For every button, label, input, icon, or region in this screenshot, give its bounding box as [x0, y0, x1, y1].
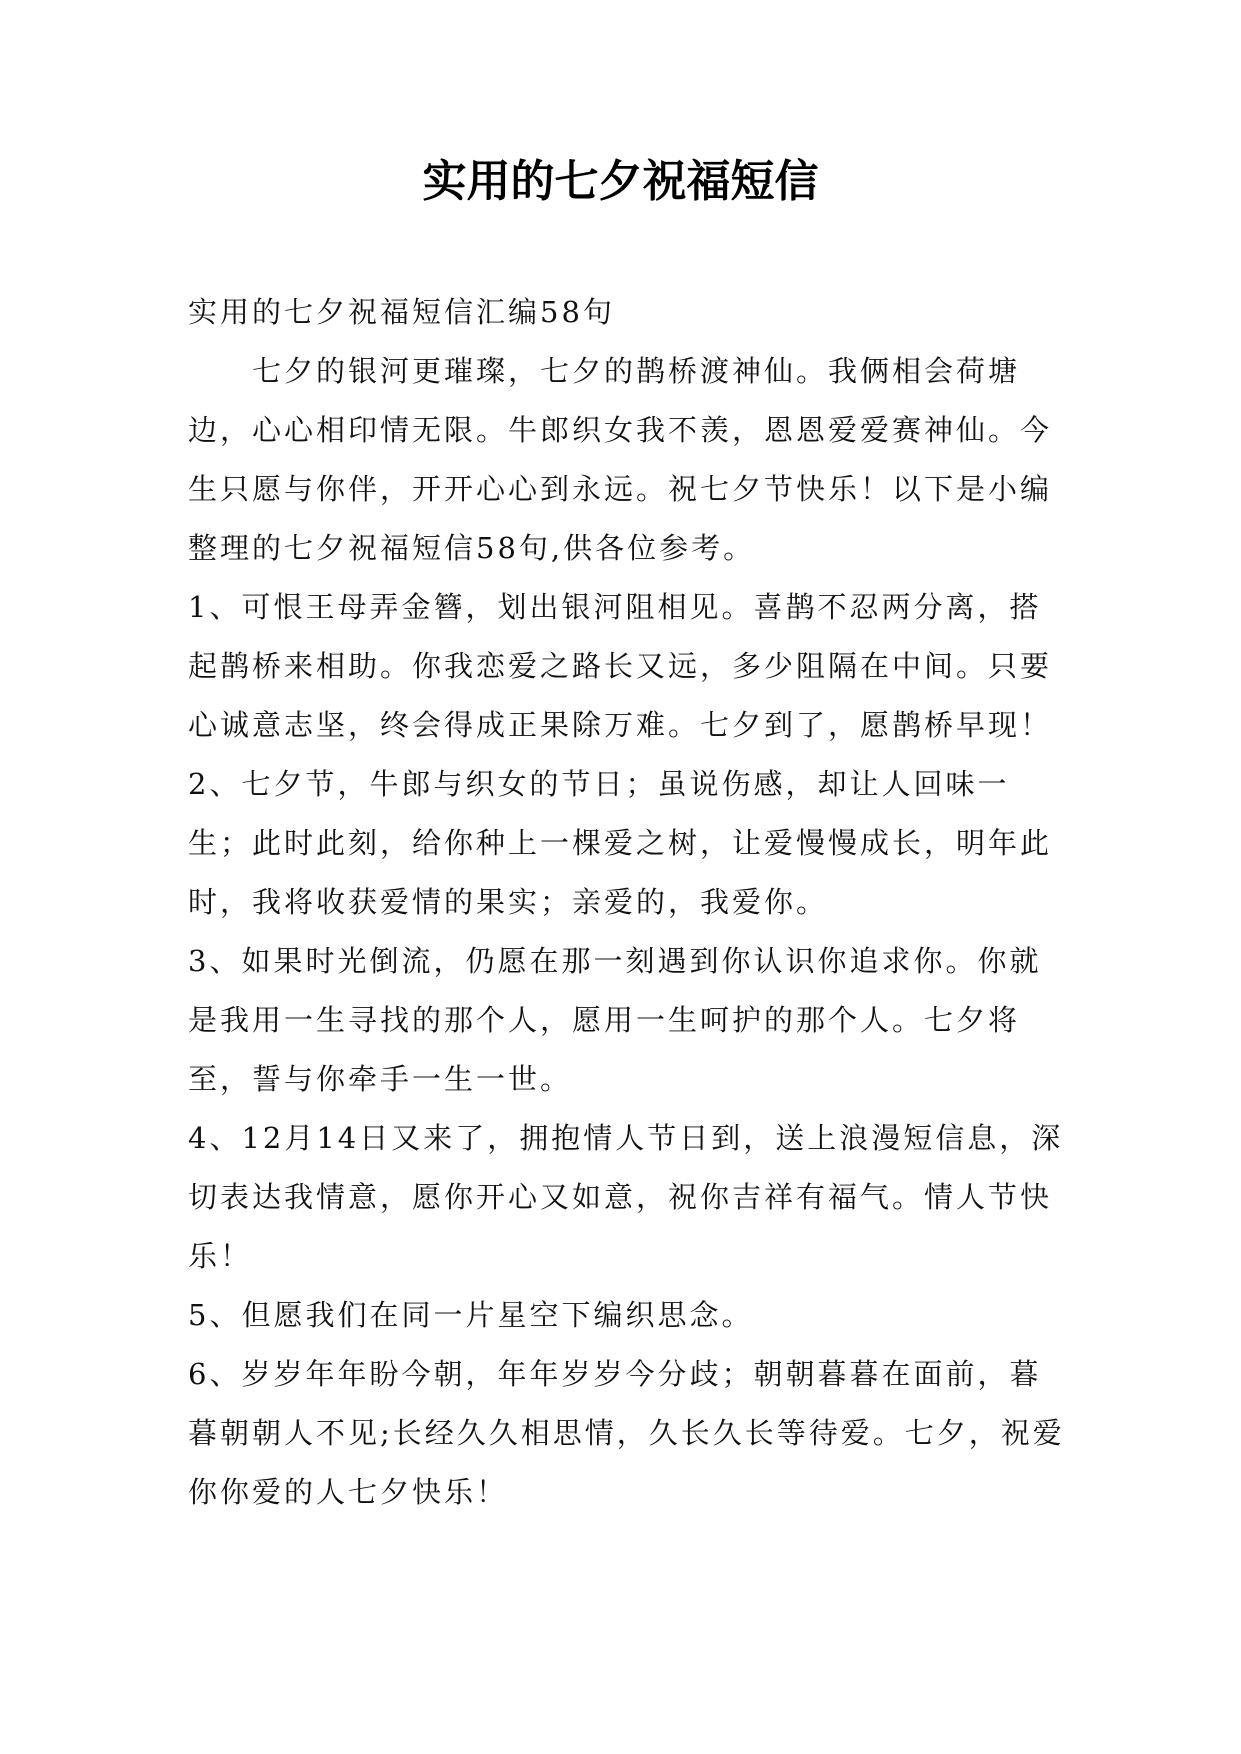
list-item-2: 2、七夕节，牛郎与织女的节日；虽说伤感，却让人回味一生；此时此刻，给你种上一棵爱之树，让爱慢慢成长，明年此时，我将收获爱情的果实；亲爱的，我爱你。 [188, 767, 1053, 919]
list-item-5: 5、但愿我们在同一片星空下编织思念。 [188, 1298, 754, 1332]
document-subtitle: 实用的七夕祝福短信汇编58句 [188, 295, 615, 329]
list-item-4: 4、12月14日又来了，拥抱情人节日到，送上浪漫短信息，深切表达我情意，愿你开心又如意，祝你吉祥有福气。情人节快乐！ [188, 1121, 1064, 1273]
list-item-1: 1、可恨王母弄金簪，划出银河阻相见。喜鹊不忍两分离，搭起鹊桥来相助。你我恋爱之路长又远，多少阻隔在中间。只要心诚意志坚，终会得成正果除万难。七夕到了，愿鹊桥早现！ [188, 590, 1053, 742]
document-body [188, 283, 1068, 1522]
intro-paragraph: 七夕的银河更璀璨，七夕的鹊桥渡神仙。我俩相会荷塘边，心心相印情无限。牛郎织女我不羡，恩恩爱爱赛神仙。今生只愿与你伴，开开心心到永远。祝七夕节快乐！以下是小编整理的七夕祝福短信58句,供各位参考。 [188, 354, 1053, 565]
list-item-3: 3、如果时光倒流，仍愿在那一刻遇到你认识你追求你。你就是我用一生寻找的那个人，愿用一生呵护的那个人。七夕将至，誓与你牵手一生一世。 [188, 944, 1042, 1096]
document-title: 实用的七夕祝福短信 [422, 156, 819, 207]
list-item-6: 6、岁岁年年盼今朝，年年岁岁今分歧；朝朝暮暮在面前，暮暮朝朝人不见;长经久久相思情，久长久长等待爱。七夕，祝爱你你爱的人七夕快乐！ [188, 1357, 1065, 1509]
